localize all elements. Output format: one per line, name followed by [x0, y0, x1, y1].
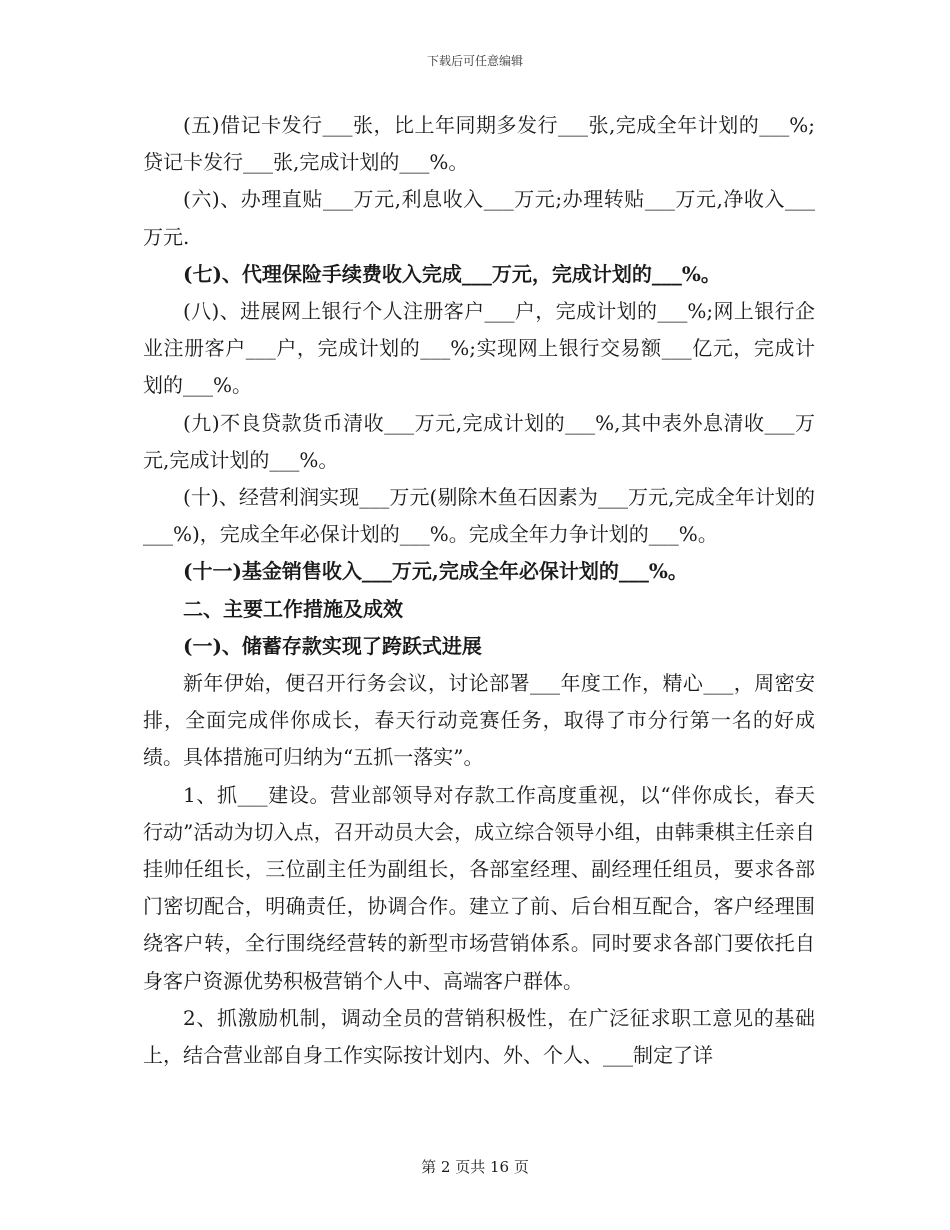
paragraph: (七)、代理保险手续费收入完成___万元，完成计划的___%。	[183, 261, 721, 286]
paragraph: 2、抓激励机制，调动全员的营销积极性，在广泛征求职工意见的基础上，结合营业部自身工作实际按计划内、外、个人、___制定了详	[143, 1005, 815, 1068]
subsection-heading: (一)、储蓄存款实现了跨跃式进展	[183, 633, 482, 658]
paragraph: (十一)基金销售收入___万元,完成全年必保计划的___%。	[183, 559, 688, 584]
paragraph: (八)、进展网上银行个人注册客户___户，完成计划的___%;网上银行企业注册客户___户，完成计划的___%;实现网上银行交易额___亿元，完成计划的___%。	[143, 299, 815, 398]
paragraph: 新年伊始，便召开行务会议，讨论部署___年度工作，精心___，周密安排，全面完成伴你成长，春天行动竞赛任务，取得了市分行第一名的好成绩。具体措施可归纳为“五抓一落实”。	[143, 671, 815, 770]
paragraph: 1、抓___建设。营业部领导对存款工作高度重视，以“伴你成长，春天行动”活动为切入点，召开动员大会，成立综合领导小组，由韩秉棋主任亲自挂帅任组长，三位副主任为副组长，各部室经理、副经理任组员，要求各部门密切配合，明确责任，协调合作。建立了前、后台相互配合，客户经理围绕客户转，全行围绕经营转的新型市场营销体系。同时要求各部门要依托自身客户资源优势积极营销个人中、高端客户群体。	[143, 782, 815, 993]
paragraph: (九)不良贷款货币清收___万元,完成计划的___%,其中表外息清收___万元,完成计划的___%。	[143, 410, 815, 472]
paragraph: (五)借记卡发行___张，比上年同期多发行___张,完成全年计划的___%;贷记卡发行___张,完成计划的___%。	[143, 113, 815, 175]
page-header: 下载后可任意编辑	[426, 54, 523, 68]
page-footer: 第 2 页共 16 页	[421, 1158, 529, 1176]
document-body	[143, 107, 815, 1074]
paragraph: (六)、办理直贴___万元,利息收入___万元;办理转贴___万元,净收入___万元.	[143, 187, 815, 249]
paragraph: (十)、经营利润实现___万元(剔除木鱼石因素为___万元,完成全年计划的___%)，完成全年必保计划的___%。完成全年力争计划的___%。	[143, 485, 815, 547]
section-heading: 二、主要工作措施及成效	[183, 596, 403, 621]
